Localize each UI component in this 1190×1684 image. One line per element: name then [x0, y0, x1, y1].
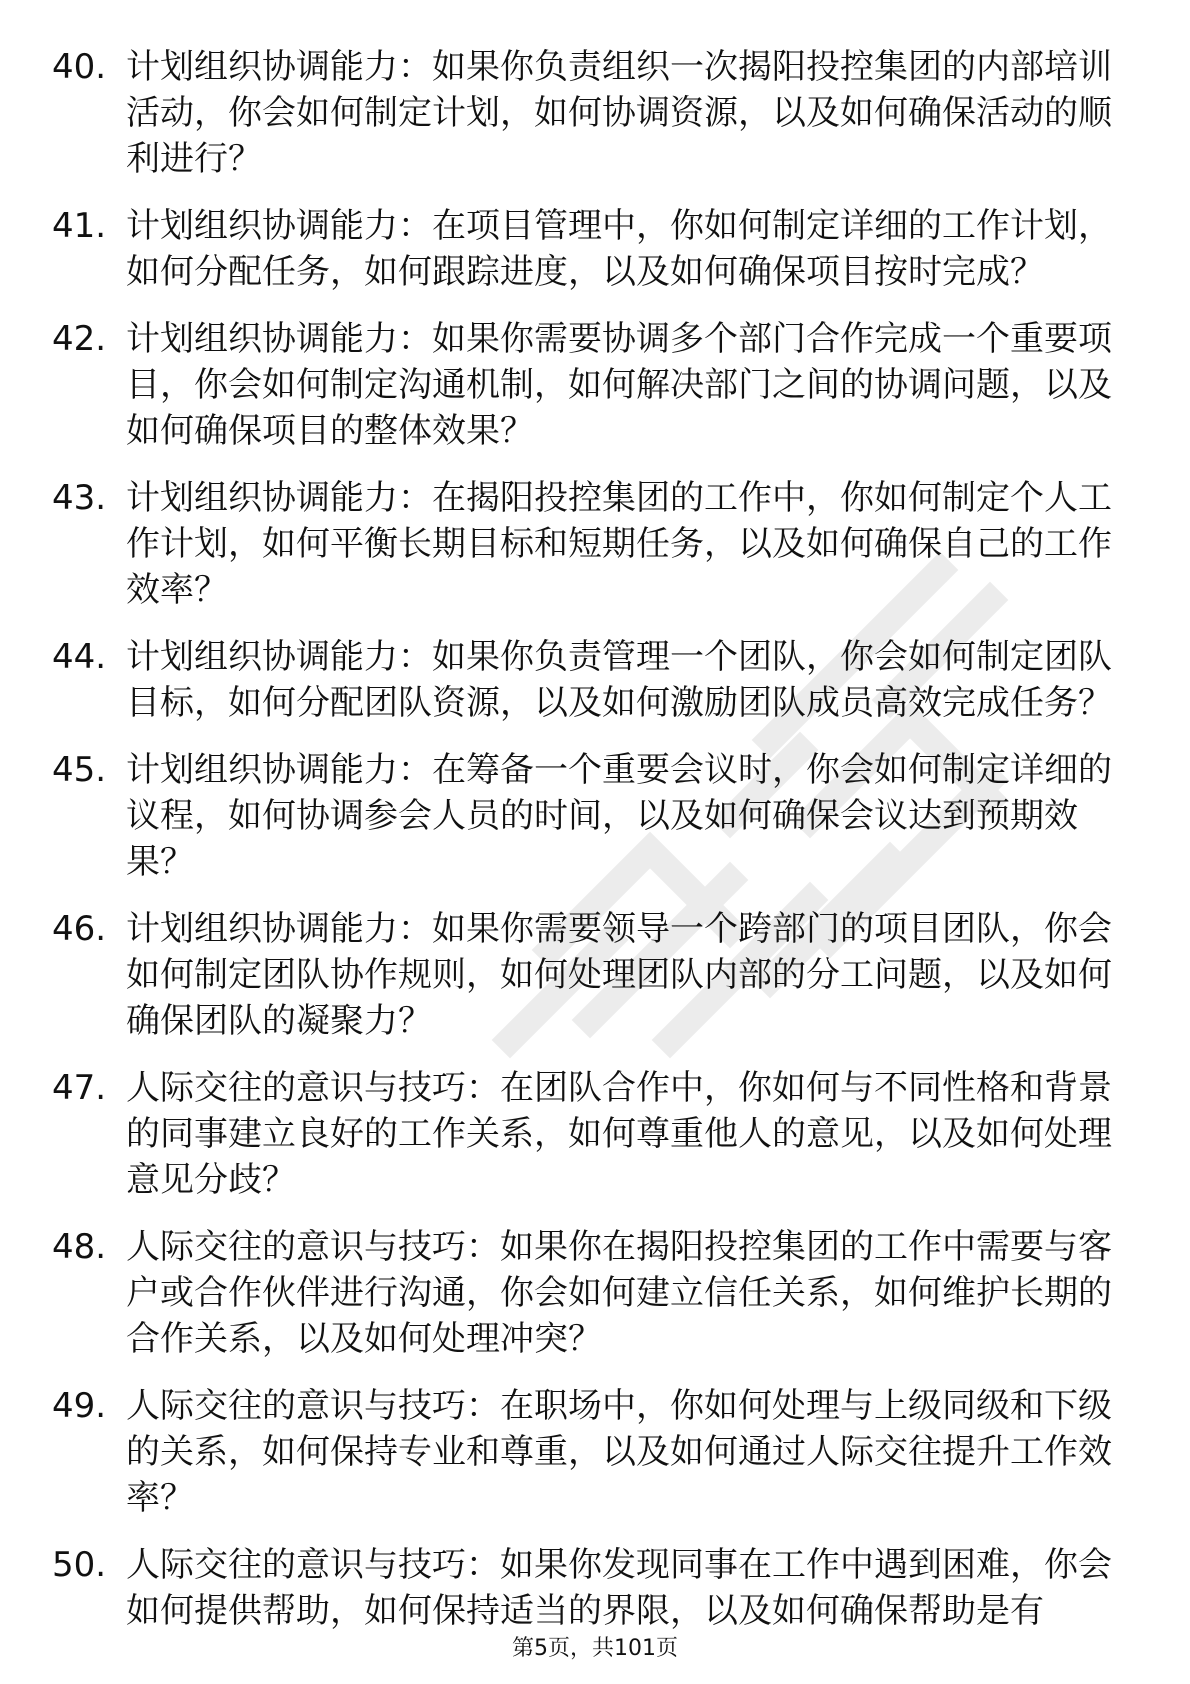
- question-item: [52, 634, 1112, 726]
- question-item: [52, 1542, 1112, 1634]
- question-text: 人际交往的意识与技巧：如果你发现同事在工作中遇到困难，你会如何提供帮助，如何保持适当的界限，以及如何确保帮助是有: [126, 1545, 1112, 1631]
- question-number: 47.: [52, 1068, 107, 1108]
- question-item: [52, 1065, 1112, 1203]
- question-text: 人际交往的意识与技巧：在职场中，你如何处理与上级同级和下级的关系，如何保持专业和尊重，以及如何通过人际交往提升工作效率？: [126, 1386, 1112, 1518]
- question-list: [52, 44, 1112, 1655]
- question-number: 46.: [52, 909, 107, 949]
- question-text: 计划组织协调能力：在筹备一个重要会议时，你会如何制定详细的议程，如何协调参会人员的时间，以及如何确保会议达到预期效果？: [126, 750, 1112, 882]
- question-item: [52, 203, 1112, 295]
- question-text: 计划组织协调能力：在项目管理中，你如何制定详细的工作计划，如何分配任务，如何跟踪进度，以及如何确保项目按时完成？: [126, 206, 1112, 292]
- question-item: [52, 475, 1112, 613]
- question-number: 40.: [52, 47, 107, 87]
- question-number: 44.: [52, 637, 107, 677]
- question-number: 49.: [52, 1386, 107, 1426]
- question-item: [52, 1224, 1112, 1362]
- question-number: 43.: [52, 478, 107, 518]
- page-footer: [0, 1634, 1190, 1664]
- question-item: [52, 1383, 1112, 1521]
- question-item: [52, 906, 1112, 1044]
- page-number-label: 第5页，共101页: [512, 1636, 678, 1661]
- question-number: 41.: [52, 206, 107, 246]
- question-item: [52, 747, 1112, 885]
- question-text: 计划组织协调能力：如果你需要协调多个部门合作完成一个重要项目，你会如何制定沟通机制，如何解决部门之间的协调问题，以及如何确保项目的整体效果？: [126, 319, 1112, 451]
- question-item: [52, 316, 1112, 454]
- question-number: 48.: [52, 1227, 107, 1267]
- question-text: 计划组织协调能力：如果你需要领导一个跨部门的项目团队，你会如何制定团队协作规则，如何处理团队内部的分工问题，以及如何确保团队的凝聚力？: [126, 909, 1112, 1041]
- question-text: 人际交往的意识与技巧：在团队合作中，你如何与不同性格和背景的同事建立良好的工作关系，如何尊重他人的意见，以及如何处理意见分歧？: [126, 1068, 1112, 1200]
- question-number: 50.: [52, 1545, 107, 1585]
- question-text: 计划组织协调能力：如果你负责管理一个团队，你会如何制定团队目标，如何分配团队资源，以及如何激励团队成员高效完成任务？: [126, 637, 1112, 723]
- question-text: 计划组织协调能力：如果你负责组织一次揭阳投控集团的内部培训活动，你会如何制定计划，如何协调资源，以及如何确保活动的顺利进行？: [126, 47, 1112, 179]
- question-text: 人际交往的意识与技巧：如果你在揭阳投控集团的工作中需要与客户或合作伙伴进行沟通，你会如何建立信任关系，如何维护长期的合作关系，以及如何处理冲突？: [126, 1227, 1112, 1359]
- question-number: 42.: [52, 319, 107, 359]
- question-item: [52, 44, 1112, 182]
- question-number: 45.: [52, 750, 107, 790]
- question-text: 计划组织协调能力：在揭阳投控集团的工作中，你如何制定个人工作计划，如何平衡长期目标和短期任务，以及如何确保自己的工作效率？: [126, 478, 1112, 610]
